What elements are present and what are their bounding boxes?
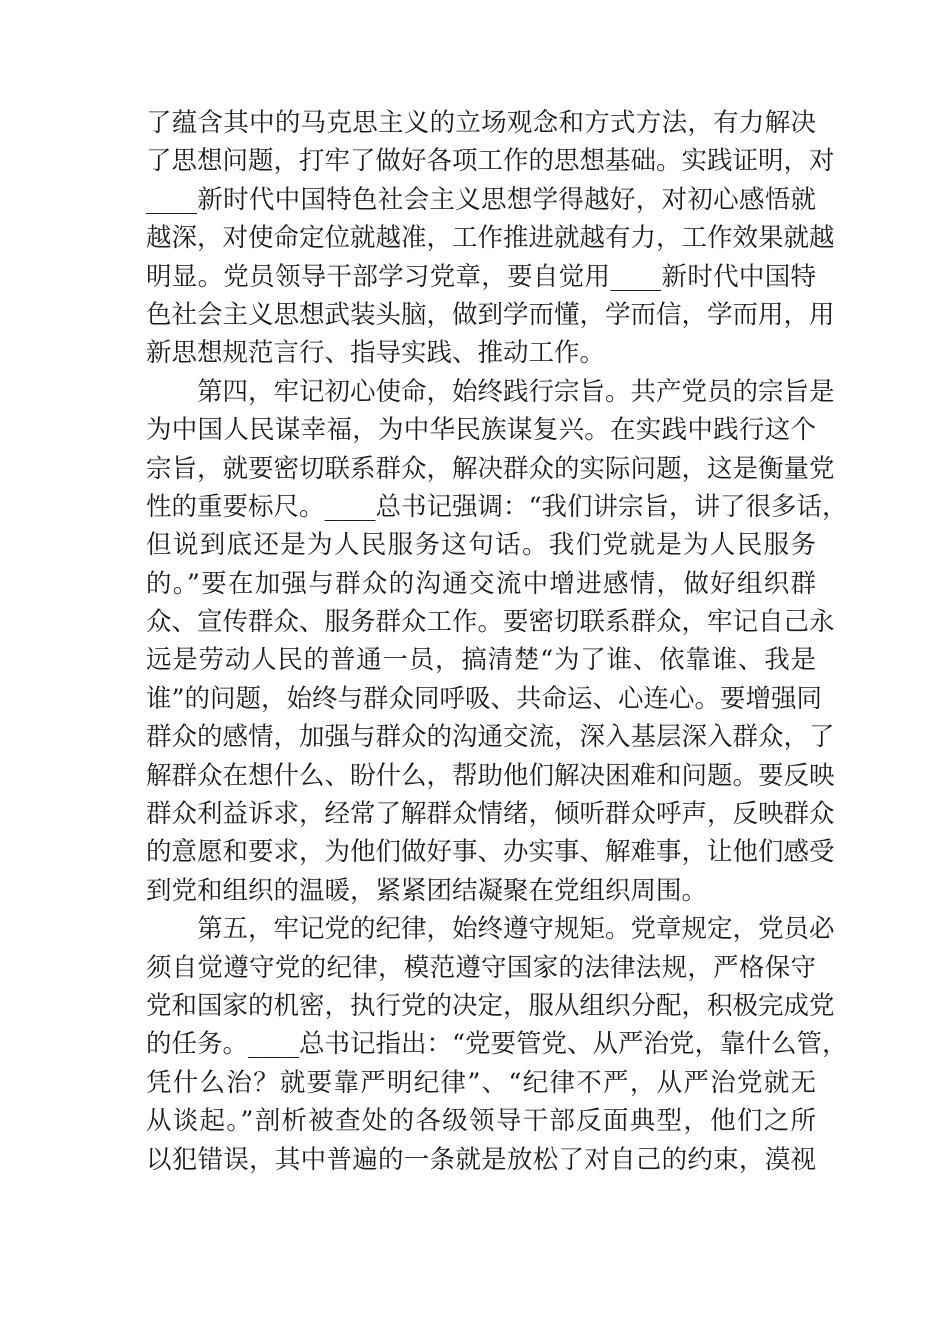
body-text <box>146 104 848 1179</box>
text-line: 从谈起。”剖析被查处的各级领导干部反面典型，他们之所 <box>146 1106 816 1137</box>
text-line: 凭什么治？就要靠严明纪律”、“纪律不严，从严治党就无 <box>146 1067 816 1098</box>
text-line: 第四，牢记初心使命，始终践行宗旨。共产党员的宗旨是 <box>146 376 835 407</box>
text-line: 以犯错误，其中普遍的一条就是放松了对自己的约束，漠视 <box>146 1144 816 1175</box>
paragraph-3 <box>146 910 848 1179</box>
text-line: 解群众在想什么、盼什么，帮助他们解决困难和问题。要反映 <box>146 760 835 791</box>
text-line: 越深，对使命定位就越准，工作推进就越有力，工作效果就越 <box>146 223 835 254</box>
paragraph-1 <box>146 104 835 373</box>
text-line: 群众的感情，加强与群众的沟通交流，深入基层深入群众，了 <box>146 722 835 753</box>
text-line: 的任务。____总书记指出：“党要管党、从严治党，靠什么管， <box>146 1029 848 1060</box>
text-line: 明显。党员领导干部学习党章，要自觉用____新时代中国特 <box>146 261 816 292</box>
text-line: 的。”要在加强与群众的沟通交流中增进感情，做好组织群 <box>146 568 816 599</box>
text-line: 宗旨，就要密切联系群众，解决群众的实际问题，这是衡量党 <box>146 453 835 484</box>
text-line: 色社会主义思想武装头脑，做到学而懂，学而信，学而用，用 <box>146 299 835 330</box>
text-line: 为中国人民谋幸福，为中华民族谋复兴。在实践中践行这个 <box>146 415 816 446</box>
text-line: 第五，牢记党的纪律，始终遵守规矩。党章规定，党员必 <box>146 914 835 945</box>
text-line: 了思想问题，打牢了做好各项工作的思想基础。实践证明，对 <box>146 146 835 177</box>
text-line: 远是劳动人民的普通一员，搞清楚“为了谁、依靠谁、我是 <box>146 645 816 676</box>
text-line: 须自觉遵守党的纪律，模范遵守国家的法律法规，严格保守 <box>146 952 816 983</box>
text-line: 新思想规范言行、指导实践、推动工作。 <box>146 338 606 369</box>
text-line: 谁”的问题，始终与群众同呼吸、共命运、心连心。要增强同 <box>146 683 823 714</box>
text-line: 群众利益诉求，经常了解群众情绪，倾听群众呼声，反映群众 <box>146 799 835 830</box>
text-line: 到党和组织的温暖，紧紧团结凝聚在党组织周围。 <box>146 875 708 906</box>
text-line: 党和国家的机密，执行党的决定，服从组织分配，积极完成党 <box>146 990 835 1021</box>
text-line: 性的重要标尺。____总书记强调：“我们讲宗旨，讲了很多话， <box>146 491 848 522</box>
text-line: 的意愿和要求，为他们做好事、办实事、解难事，让他们感受 <box>146 837 835 868</box>
paragraph-2 <box>146 373 848 910</box>
text-line: 众、宣传群众、服务群众工作。要密切联系群众，牢记自己永 <box>146 607 835 638</box>
text-line: 但说到底还是为人民服务这句话。我们党就是为人民服务 <box>146 530 816 561</box>
text-line: 了蕴含其中的马克思主义的立场观念和方式方法，有力解决 <box>146 108 816 138</box>
text-line: ____新时代中国特色社会主义思想学得越好，对初心感悟就 <box>146 184 816 215</box>
